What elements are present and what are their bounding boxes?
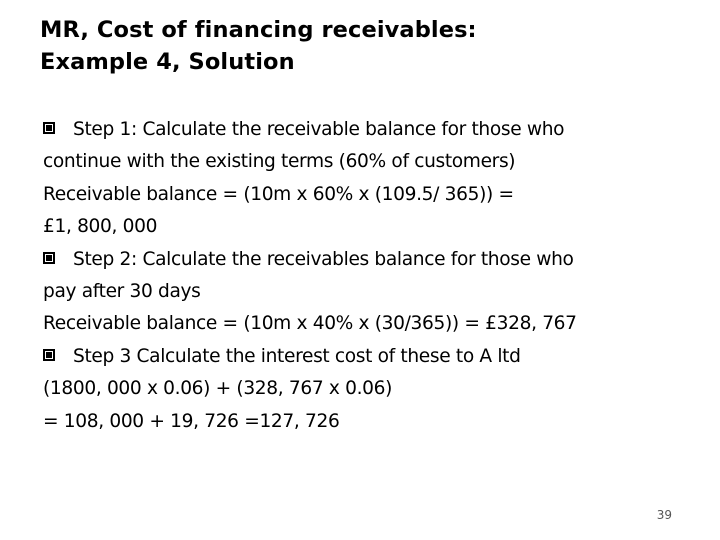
interest-total-item <box>43 406 703 438</box>
step-3-line-1: Step 3 Calculate the interest cost of these to A ltd <box>73 345 521 367</box>
step-3-item <box>43 341 703 373</box>
receivable-balance-1-line-2: £1, 800, 000 <box>43 216 158 238</box>
slide-title-line-2: Example 4, Solution <box>40 49 295 75</box>
interest-calculation-item <box>43 373 703 405</box>
step-2-line-1: Step 2: Calculate the receivables balance for those who <box>73 248 574 270</box>
receivable-balance-1-line-1: Receivable balance = (10m x 60% x (109.5/ 365)) = <box>43 183 514 205</box>
receivable-balance-2-item <box>43 308 703 340</box>
step-1-line-2: continue with the existing terms (60% of customers) <box>43 151 516 173</box>
receivable-balance-1-item <box>43 179 703 244</box>
square-bullet-icon <box>43 349 55 361</box>
step-1-line-1: Step 1: Calculate the receivable balance for those who <box>73 119 565 140</box>
square-bullet-icon <box>43 252 55 264</box>
step-1-item <box>43 114 703 179</box>
interest-calculation-line-1: (1800, 000 x 0.06) + (328, 767 x 0.06) <box>43 378 392 400</box>
slide-title-line-1: MR, Cost of financing receivables: <box>40 17 477 43</box>
step-2-line-2: pay after 30 days <box>43 281 201 303</box>
interest-total-line-1: = 108, 000 + 19, 726 =127, 726 <box>43 410 340 432</box>
slide-body <box>43 114 703 438</box>
step-2-item <box>43 244 703 309</box>
receivable-balance-2-line-1: Receivable balance = (10m x 40% x (30/365)) = £328, 767 <box>43 313 577 335</box>
page-number: 39 <box>656 508 672 522</box>
square-bullet-icon <box>43 122 55 134</box>
slide-title <box>40 14 700 78</box>
